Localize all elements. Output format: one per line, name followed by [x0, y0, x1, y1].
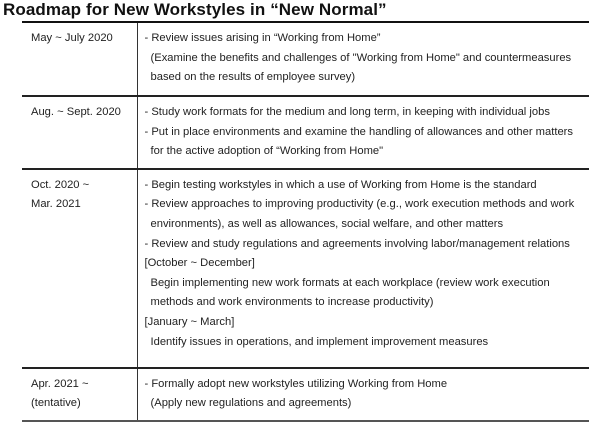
period-text: Mar. 2021 [31, 198, 81, 211]
action-item: - Formally adopt new workstyles utilizing Working from Home [144, 377, 448, 390]
table-row [22, 22, 589, 96]
roadmap-table [22, 21, 589, 422]
actions-cell [137, 368, 589, 421]
action-item: - Study work formats for the medium and long term, in keeping with individual jobs [144, 106, 550, 118]
period-text: (tentative) [31, 397, 81, 410]
period-text: Apr. 2021 ~ [31, 377, 89, 390]
table-row [22, 368, 589, 421]
table-row [22, 96, 589, 169]
period-cell [22, 169, 137, 368]
period-cell [22, 96, 137, 169]
action-detail: methods and work environments to increase productivity) [150, 296, 434, 309]
actions-cell [137, 96, 589, 169]
action-detail: based on the results of employee survey) [150, 71, 356, 84]
period-cell [22, 22, 137, 96]
actions-cell [137, 22, 589, 96]
period-text: Oct. 2020 ~ [31, 178, 90, 191]
period-cell [22, 368, 137, 421]
action-detail: (Apply new regulations and agreements) [150, 397, 352, 410]
page-title: Roadmap for New Workstyles in “New Normal” [3, 0, 387, 19]
action-detail: (Examine the benefits and challenges of "Working from Home" and countermeasures [150, 51, 572, 64]
table-row [22, 169, 589, 368]
action-item: - Review and study regulations and agreements involving labor/management relations [144, 237, 570, 250]
action-item: - Put in place environments and examine the handling of allowances and other matters [144, 125, 573, 138]
period-text: Aug. ~ Sept. 2020 [31, 106, 121, 118]
action-detail: Identify issues in operations, and implement improvement measures [150, 335, 489, 348]
action-item: - Begin testing workstyles in which a use of Working from Home is the standard [144, 178, 537, 191]
subperiod-label: [October ~ December] [144, 257, 255, 270]
period-text: May ~ July 2020 [31, 32, 113, 44]
action-detail: Begin implementing new work formats at each workplace (review work execution [150, 276, 550, 289]
action-detail: for the active adoption of “Working from Home" [150, 145, 384, 158]
subperiod-label: [January ~ March] [144, 315, 235, 328]
action-item: - Review approaches to improving productivity (e.g., work execution methods and work [144, 198, 575, 211]
action-item: - Review issues arising in “Working from Home” [144, 32, 381, 44]
action-detail: environments), as well as allowances, social welfare, and other matters [150, 217, 504, 230]
actions-cell [137, 169, 589, 368]
